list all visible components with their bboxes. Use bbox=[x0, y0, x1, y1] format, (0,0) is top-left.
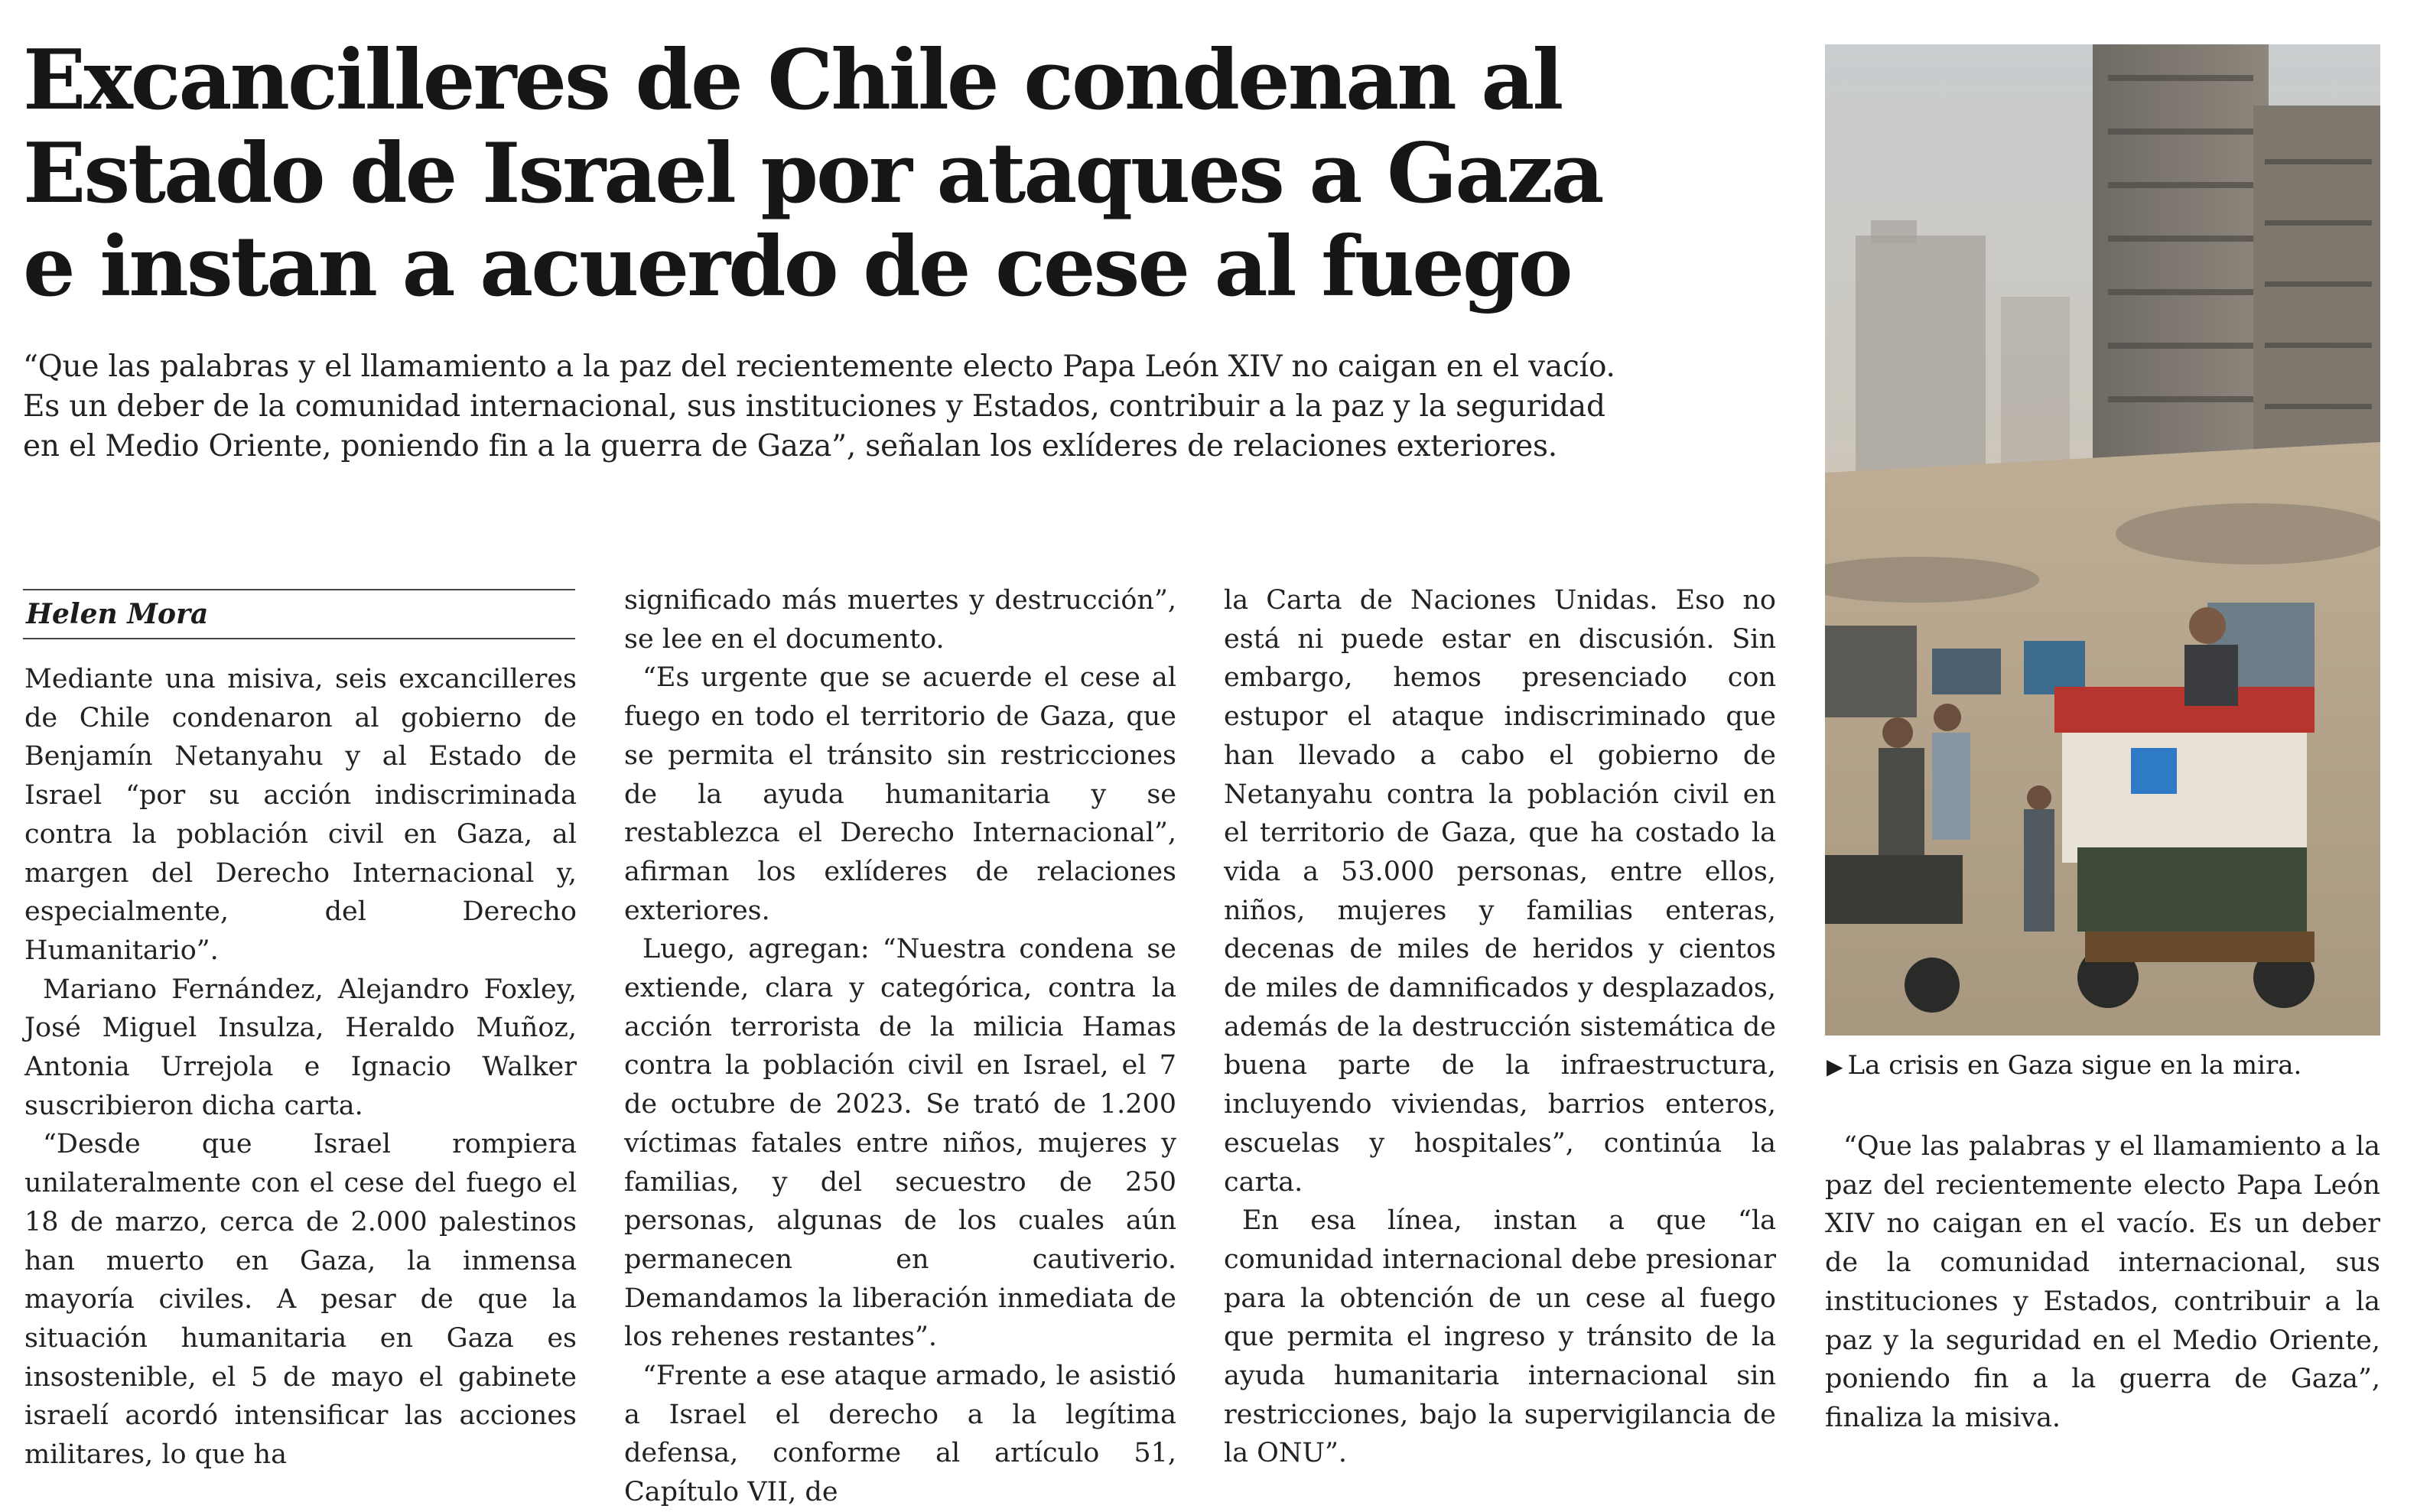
paragraph: significado más muertes y destrucción”, se lee en el documento. bbox=[624, 585, 1176, 655]
paragraph: “Desde que Israel rompiera unilateralmente con el cese del fuego el 18 de marzo, cerca de 2.000 palestinos han muerto en Gaza, la inmensa mayoría civiles. A pesar de que la situación humanitaria en Gaza es insostenible, el 5 de mayo el gabinete israelí acordó intensificar las acciones militares, lo que ha bbox=[24, 1129, 577, 1471]
paragraph: “Frente a ese ataque armado, le asistió a Israel el derecho a la legítima defensa, conforme al artículo 51, Capítulo VII, de bbox=[624, 1361, 1176, 1508]
gaza-street-photo-illustration bbox=[1825, 44, 2380, 1036]
subhead-line: “Que las palabras y el llamamiento a la paz del recientemente electo Papa León XIV no caigan en el vacío. bbox=[23, 350, 1615, 384]
subhead-line: en el Medio Oriente, poniendo fin a la guerra de Gaza”, señalan los exlíderes de relaciones exteriores. bbox=[23, 429, 1557, 463]
byline-bottom-rule bbox=[23, 638, 575, 639]
article-column-1 bbox=[24, 660, 577, 1475]
paragraph: Mariano Fernández, Alejandro Foxley, José Miguel Insulza, Heraldo Muñoz, Antonia Urrejola e Ignacio Walker suscribieron dicha carta. bbox=[24, 974, 577, 1121]
byline-block bbox=[23, 589, 575, 639]
paragraph: En esa línea, instan a que “la comunidad internacional debe presionar para la obtención de un cese al fuego que permita el ingreso y tránsito de la ayuda humanitaria internacional sin restricciones, bajo la supervigilancia de la ONU”. bbox=[1224, 1205, 1776, 1469]
right-triangle-icon: ▶ bbox=[1827, 1054, 1843, 1079]
paragraph: “Es urgente que se acuerde el cese al fuego en todo el territorio de Gaza, que se permita el tránsito sin restricciones de la ayuda humanitaria y se restablezca el Derecho Internacional”, afirman los exlíderes de relaciones exteriores. bbox=[624, 662, 1176, 926]
article-subhead bbox=[23, 347, 1660, 467]
gaza-photo bbox=[1825, 44, 2380, 1036]
article-column-3 bbox=[1224, 581, 1776, 1473]
paragraph: “Que las palabras y el llamamiento a la paz del recientemente electo Papa León XIV no caigan en el vacío. Es un deber de la comunidad internacional, sus instituciones y Estados, contribuir a la paz y la seguridad en el Medio Oriente, poniendo fin a la guerra de Gaza”, finaliza la misiva. bbox=[1825, 1131, 2380, 1433]
paragraph: Mediante una misiva, seis excancilleres de Chile condenaron al gobierno de Benjamín Netanyahu y al Estado de Israel “por su acción indiscriminada contra la población civil en Gaza, al margen del Derecho Internacional y, especialmente, del Derecho Humanitario”. bbox=[24, 664, 577, 966]
article-column-4 bbox=[1825, 1127, 2380, 1438]
author-byline: Helen Mora bbox=[26, 598, 209, 630]
article-column-2 bbox=[624, 581, 1176, 1512]
photo-caption bbox=[1827, 1046, 2382, 1086]
article-headline bbox=[23, 34, 1782, 314]
paragraph: Luego, agregan: “Nuestra condena se extiende, clara y categórica, contra la acción terrorista de la milicia Hamas contra la población civil en Israel, el 7 de octubre de 2023. Se trató de 1.200 víctimas fatales entre niños, mujeres y familias, y del secuestro de 250 personas, algunas de los cuales aún permanecen en cautiverio. Demandamos la liberación inmediata de los rehenes restantes”. bbox=[624, 934, 1176, 1353]
photo-caption-text: La crisis en Gaza sigue en la mira. bbox=[1847, 1050, 2302, 1081]
headline-line: e instan a acuerdo de cese al fuego bbox=[23, 219, 1571, 315]
headline-line: Excancilleres de Chile condenan al bbox=[23, 32, 1562, 128]
paragraph: la Carta de Naciones Unidas. Eso no está ni puede estar en discusión. Sin embargo, hemos presenciado con estupor el ataque indiscriminado que han llevado a cabo el gobierno de Netanyahu contra la población civil en el territorio de Gaza, que ha costado la vida a 53.000 personas, entre ellos, niños, mujeres y familias enteras, decenas de miles de heridos y cientos de miles de damnificados y desplazados, además de la destrucción sistemática de buena parte de la infraestructura, incluyendo viviendas, barrios enteros, escuelas y hospitales”, continúa la carta. bbox=[1224, 585, 1776, 1198]
subhead-line: Es un deber de la comunidad internacional, sus instituciones y Estados, contribuir a la paz y la seguridad bbox=[23, 389, 1605, 424]
headline-line: Estado de Israel por ataques a Gaza bbox=[23, 125, 1602, 222]
